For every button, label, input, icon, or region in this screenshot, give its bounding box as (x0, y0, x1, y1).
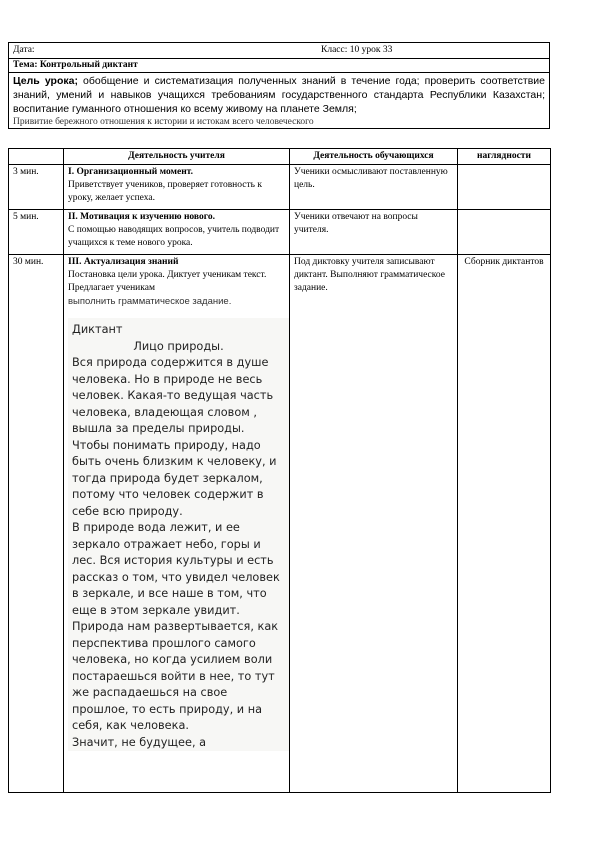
stage-title: I. Организационный момент. (68, 167, 194, 177)
col-header-visuals: наглядности (458, 149, 551, 165)
class-lesson-label: Класс: 10 урок 33 (321, 45, 393, 55)
visual-aids (458, 210, 551, 255)
dictation-paragraph: Природа нам развертывается, как перспектива прошлого самого человека, но когда усилием воли постараешься войти в нее, то тут же распадаешься на свое прошлое, то есть природу, и на себя, как человека. (72, 620, 279, 732)
lesson-header (8, 42, 550, 129)
goal-label: Цель урока; (13, 75, 78, 87)
table-header-row (9, 149, 551, 165)
row-time: 5 мин. (9, 210, 64, 255)
visual-aids (458, 165, 551, 210)
dictation-paragraph: В природе вода лежит, и ее зеркало отражает небо, горы и лес. Вся история культуры и есть рассказ о том, что увидел человек в зеркале, и все наше в том, что еще в этом зеркале увидит. (72, 521, 280, 617)
student-activity: Ученики отвечают на вопросы учителя. (290, 210, 458, 255)
table-row (9, 210, 551, 255)
row-time: 30 мин. (9, 255, 64, 793)
dictation-text (68, 318, 289, 751)
dictation-paragraph: Значит, не будущее, а (72, 735, 207, 749)
lesson-plan-table (8, 148, 551, 793)
table-row (9, 255, 551, 793)
stage-text: Постановка цели урока. Диктует ученикам текст. Предлагает ученикам (68, 270, 267, 293)
goal-text: обобщение и систематизация полученных знаний в течение года; проверить соответствие знаний, умений и навыков учащихся требованиям государственного стандарта Республики Казахстан; воспитание гуманного отношения ко всему живому на планете Земля; (13, 75, 545, 115)
stage-text: С помощью наводящих вопросов, учитель подводит учащихся к теме нового урока. (68, 225, 280, 248)
student-activity: Ученики осмысливают поставленную цель. (290, 165, 458, 210)
stage-title: III. Актуализация знаний (68, 257, 179, 267)
stage-text-cont: выполнить грамматическое задание. (68, 296, 232, 307)
table-row (9, 165, 551, 210)
dictation-title: Лицо природы. (133, 339, 224, 353)
teacher-activity (64, 165, 290, 210)
teacher-activity (64, 255, 290, 793)
lesson-goal (9, 73, 549, 116)
col-header-students: Деятельность обучающихся (290, 149, 458, 165)
dictation-paragraph: Вся природа содержится в душе человека. Но в природе не весь человек. Какая-то ведущая часть человека, владеющая словом , вышла за пределы природы. Чтобы понимать природу, надо быть очень близким к человеку, и тогда природа будет зеркалом, потому что человек содержит в себе всю природу. (72, 356, 277, 518)
stage-title: II. Мотивация к изучению нового. (68, 212, 215, 222)
teacher-activity (64, 210, 290, 255)
date-class-row (9, 43, 549, 59)
col-header-time (9, 149, 64, 165)
stage-text: Приветствует учеников, проверяет готовность к уроку, желает успеха. (68, 180, 262, 203)
row-time: 3 мин. (9, 165, 64, 210)
lesson-theme: Тема: Контрольный диктант (9, 59, 549, 73)
goal-extra: Привитие бережного отношения к истории и истокам всего человеческого (9, 116, 549, 129)
visual-aids: Сборник диктантов (458, 255, 551, 793)
date-label: Дата: (13, 45, 35, 55)
dictation-label: Диктант (72, 323, 123, 336)
student-activity: Под диктовку учителя записывают диктант. Выполняют грамматическое задание. (290, 255, 458, 793)
col-header-teacher: Деятельность учителя (64, 149, 290, 165)
